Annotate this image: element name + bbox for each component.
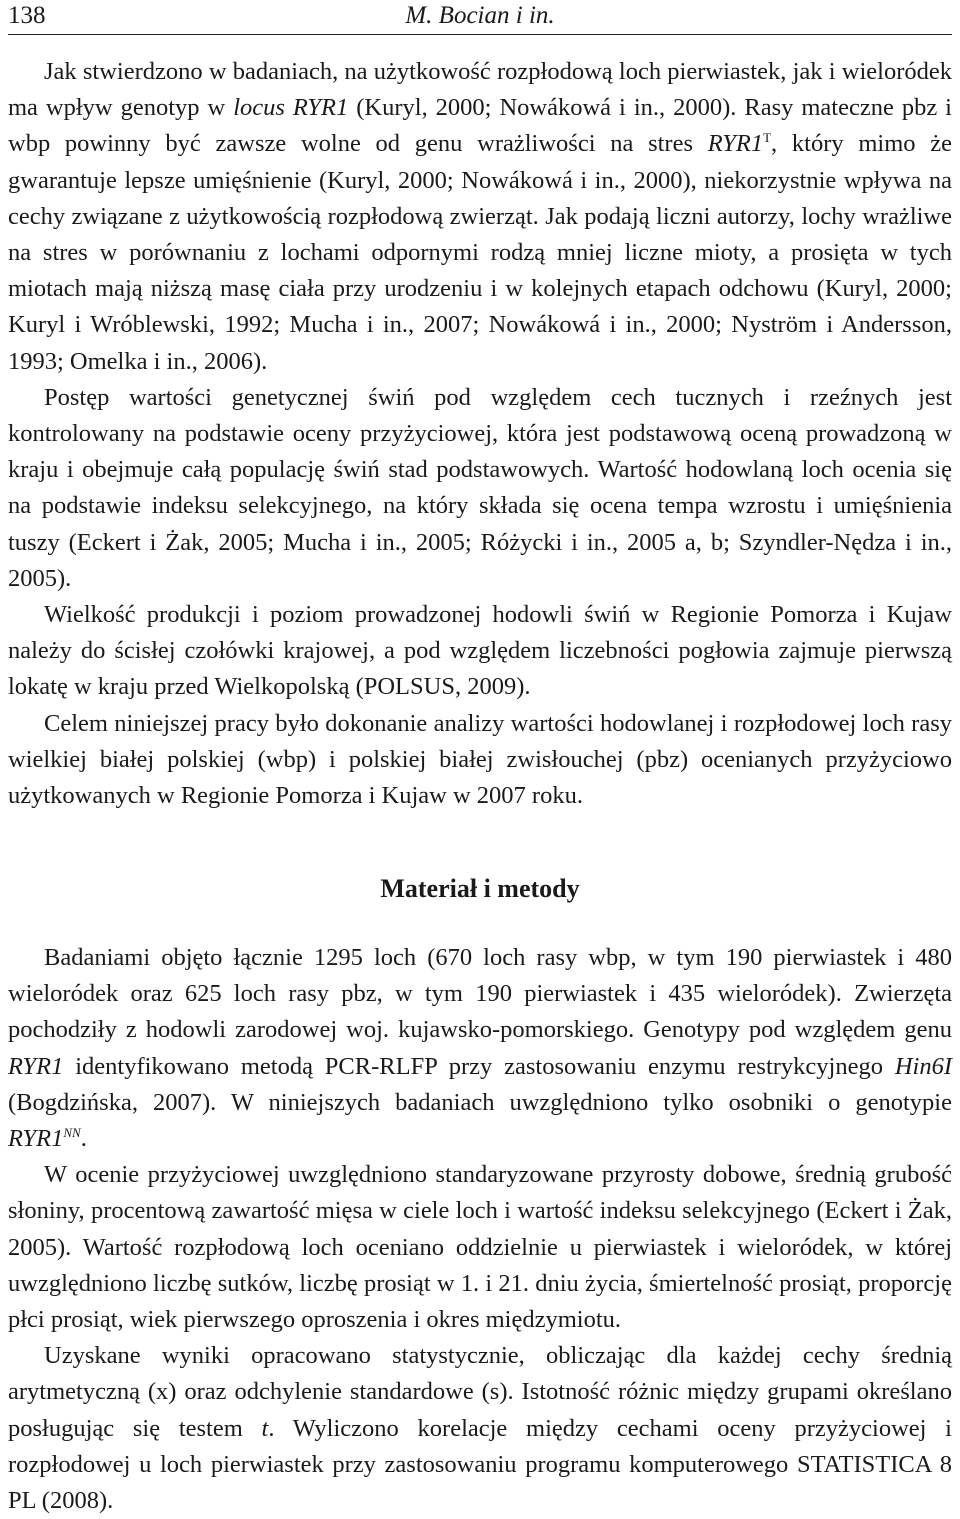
- italic-text: t: [261, 1414, 269, 1442]
- text-run: . Wyliczono korelacje między cechami oceny przyżyciowej i rozpłodowej u loch pierwiastek przy zastosowaniu programu komputerowego STATISTICA 8 PL (2008).: [8, 1414, 952, 1515]
- paragraph: W ocenie przyżyciowej uwzględniono standaryzowane przyrosty dobowe, średnią grubość słoniny, procentową zawartość mięsa w ciele loch i wartość indeksu selekcyjnego (Eckert i Żak, 2005). Wartość rozpłodową loch oceniano oddzielnie u pierwiastek i wieloródek, w której uwzględniono liczbę sutków, liczbę prosiąt w 1. i 21. dniu życia, śmiertelność prosiąt, proporcję płci prosiąt, wiek pierwszego oproszenia i okres międzymiotu.: [8, 1161, 952, 1334]
- running-head: M. Bocian i in.: [405, 2, 555, 29]
- italic-text: locus RYR1: [233, 94, 349, 122]
- text-run: Jak stwierdzono w badaniach, na użytkowość rozpłodową loch pierwiastek, jak i wieloródek ma wpływ genotyp w: [8, 58, 952, 122]
- paragraph: [8, 54, 952, 380]
- page-header: [8, 0, 952, 35]
- paragraph: [8, 1338, 952, 1519]
- superscript: T: [763, 130, 772, 146]
- text-run: .: [80, 1125, 87, 1153]
- text-run: Badaniami objęto łącznie 1295 loch (670 loch rasy wbp, w tym 190 pierwiastek i 480 wieloródek oraz 625 loch rasy pbz, w tym 190 pierwiastek i 435 wieloródek). Zwierzęta pochodziły z hodowli zarodowej woj. kujawsko-pomorskiego. Genotypy pod względem genu: [8, 944, 952, 1044]
- italic-text: RYR1: [8, 1052, 64, 1080]
- paragraph: Celem niniejszej pracy było dokonanie analizy wartości hodowlanej i rozpłodowej loch rasy wielkiej białej polskiej (wbp) i polskiej białej zwisłouchej (pbz) ocenianych przyżyciowo użytkowanych w Regionie Pomorza i Kujaw w 2007 roku.: [8, 709, 952, 810]
- text-run: identyfikowano metodą PCR-RLFP przy zastosowaniu enzymu restrykcyjnego: [63, 1052, 895, 1080]
- text-run: , który mimo że gwarantuje lepsze umięśnienie (Kuryl, 2000; Nowákowá i in., 2000), niekorzystnie wpływa na cechy związane z użytkowością rozpłodową zwierząt. Jak podają liczni autorzy, lochy wrażliwe na stres w porównaniu z lochami odpornymi rodzą mniej liczne mioty, a prosięta w tych miotach mają niższą masę ciała przy urodzeniu i w kolejnych etapach odchowu (Kuryl, 2000; Kuryl i Wróblewski, 1992; Mucha i in., 2007; Nowákowá i in., 2000; Nyström i Andersson, 1993; Omelka i in., 2006).: [8, 130, 952, 375]
- text-run: (Bogdzińska, 2007). W niniejszych badaniach uwzględniono tylko osobniki o genotypie: [8, 1088, 952, 1116]
- page-number: 138: [8, 2, 46, 29]
- paragraph: Postęp wartości genetycznej świń pod względem cech tucznych i rzeźnych jest kontrolowany na podstawie oceny przyżyciowej, która jest podstawową oceną prowadzoną w kraju i obejmuje całą populację świń stad podstawowych. Wartość hodowlaną loch ocenia się na podstawie indeksu selekcyjnego, na który składa się ocena tempa wzrostu i umięśnienia tuszy (Eckert i Żak, 2005; Mucha i in., 2005; Różycki i in., 2005 a, b; Szyndler-Nędza i in., 2005).: [8, 383, 952, 592]
- introduction: [8, 54, 952, 814]
- paragraph: Wielkość produkcji i poziom prowadzonej hodowli świń w Regionie Pomorza i Kujaw należy do ścisłej czołówki krajowej, a pod względem liczebności pogłowia zajmuje pierwszą lokatę w kraju przed Wielkopolską (POLSUS, 2009).: [8, 601, 952, 701]
- paragraph: [8, 940, 952, 1157]
- italic-text: RYR1: [707, 130, 764, 158]
- italic-text: Hin6I: [894, 1052, 952, 1080]
- text-run: (Kuryl, 2000; Nowákowá i in., 2000). Rasy mateczne pbz i wbp powinny być zawsze wolne od genu wrażliwości na stres: [8, 94, 952, 158]
- text-run: Uzyskane wyniki opracowano statystycznie, obliczając dla każdej cechy średnią arytmetyczną (x) oraz odchylenie standardowe (s). Istotność różnic między grupami określano posługując się testem: [8, 1342, 952, 1442]
- section-heading: Materiał i metody: [380, 874, 580, 903]
- italic-text: RYR1: [8, 1125, 64, 1153]
- methods-section: [8, 940, 952, 1519]
- superscript: NN: [63, 1124, 81, 1140]
